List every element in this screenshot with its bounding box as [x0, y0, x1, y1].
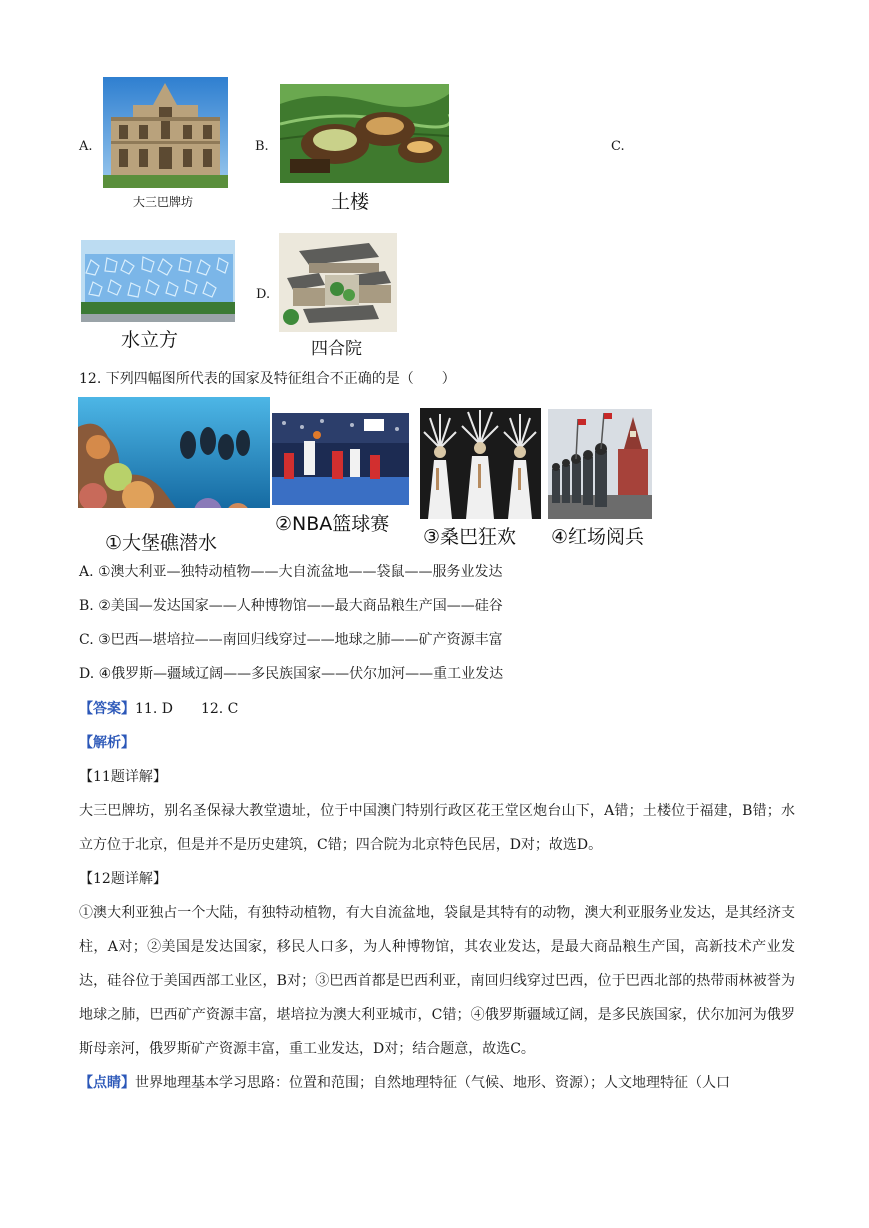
tip-tag: 【点睛】 — [79, 1075, 135, 1091]
detail-12-text: ①澳大利亚独占一个大陆，有独特动植物，有大自流盆地，袋鼠是其特有的动物，澳大利亚服务业发达，是其经济支柱，A对；②美国是发达国家，移民人口多，为人种博物馆，其农业发达，是最大商品粮生产国，高新技术产业发达，硅谷位于美国西部工业区，B对；③巴西首都是巴西利亚，南回归线穿过巴西，位于巴西北部的热带雨林被誉为地球之肺，巴西矿产资源丰富，堪培拉为澳大利亚城市，C错；④俄罗斯疆域辽阔，是多民族国家，伏尔加河为俄罗斯母亲河，俄罗斯矿产资源丰富，重工业发达，D对；结合题意，故选C。 — [79, 905, 795, 1057]
answer-text: 11. D 12. C — [135, 701, 239, 717]
option-c-text: C. ③巴西—堪培拉——南回归线穿过——地球之肺——矿产资源丰富 — [79, 632, 503, 648]
image-1-caption: ①大堡礁潜水 — [105, 532, 218, 554]
answer-line — [79, 699, 238, 719]
round-earth-building-photo — [280, 84, 449, 183]
option-d-letter: D. — [256, 287, 271, 302]
tip-line — [79, 1073, 730, 1093]
detail-11-text: 大三巴牌坊，别名圣保禄大教堂遗址，位于中国澳门特别行政区花王堂区炮台山下，A错；土楼位于福建，B错；水立方位于北京，但是并不是历史建筑，C错；四合院为北京特色民居，D对；故选D。 — [79, 803, 795, 853]
courtyard-house-model-photo — [279, 233, 397, 332]
option-d-caption: 四合院 — [311, 339, 362, 359]
detail-11-heading: 【11题详解】 — [79, 769, 167, 785]
water-cube-building-photo — [81, 240, 235, 322]
image-2-caption: ②NBA篮球赛 — [275, 513, 390, 535]
red-square-parade-photo — [548, 409, 652, 519]
option-a-text: A. ①澳大利亚—独特动植物——大自流盆地——袋鼠——服务业发达 — [79, 564, 503, 580]
option-c-caption: 水立方 — [121, 329, 179, 351]
coral-reef-diving-photo — [78, 397, 270, 525]
option-b-caption: 土楼 — [331, 191, 370, 213]
option-a-letter: A. — [79, 139, 93, 154]
analysis-tag: 【解析】 — [79, 735, 135, 751]
question-12-stem: 12. 下列四幅图所代表的国家及特征组合不正确的是（ ） — [79, 371, 456, 387]
samba-carnival-photo — [420, 408, 541, 519]
option-b-letter: B. — [255, 139, 269, 154]
image-3-caption: ③桑巴狂欢 — [423, 526, 517, 548]
option-d-text: D. ④俄罗斯—疆域辽阔——多民族国家——伏尔加河——重工业发达 — [79, 666, 504, 682]
option-a-caption: 大三巴牌坊 — [133, 195, 194, 209]
option-b-text: B. ②美国—发达国家——人种博物馆——最大商品粮生产国——硅谷 — [79, 598, 503, 614]
tip-text: 世界地理基本学习思路：位置和范围；自然地理特征（气候、地形、资源）；人文地理特征（人口 — [135, 1075, 730, 1091]
option-c-letter: C. — [611, 139, 625, 154]
baroque-church-facade-photo — [103, 77, 228, 188]
detail-12-heading: 【12题详解】 — [79, 871, 167, 887]
answer-tag: 【答案】 — [79, 701, 135, 717]
basketball-game-photo — [272, 413, 409, 505]
image-4-caption: ④红场阅兵 — [551, 526, 645, 548]
analysis-line — [79, 733, 135, 753]
